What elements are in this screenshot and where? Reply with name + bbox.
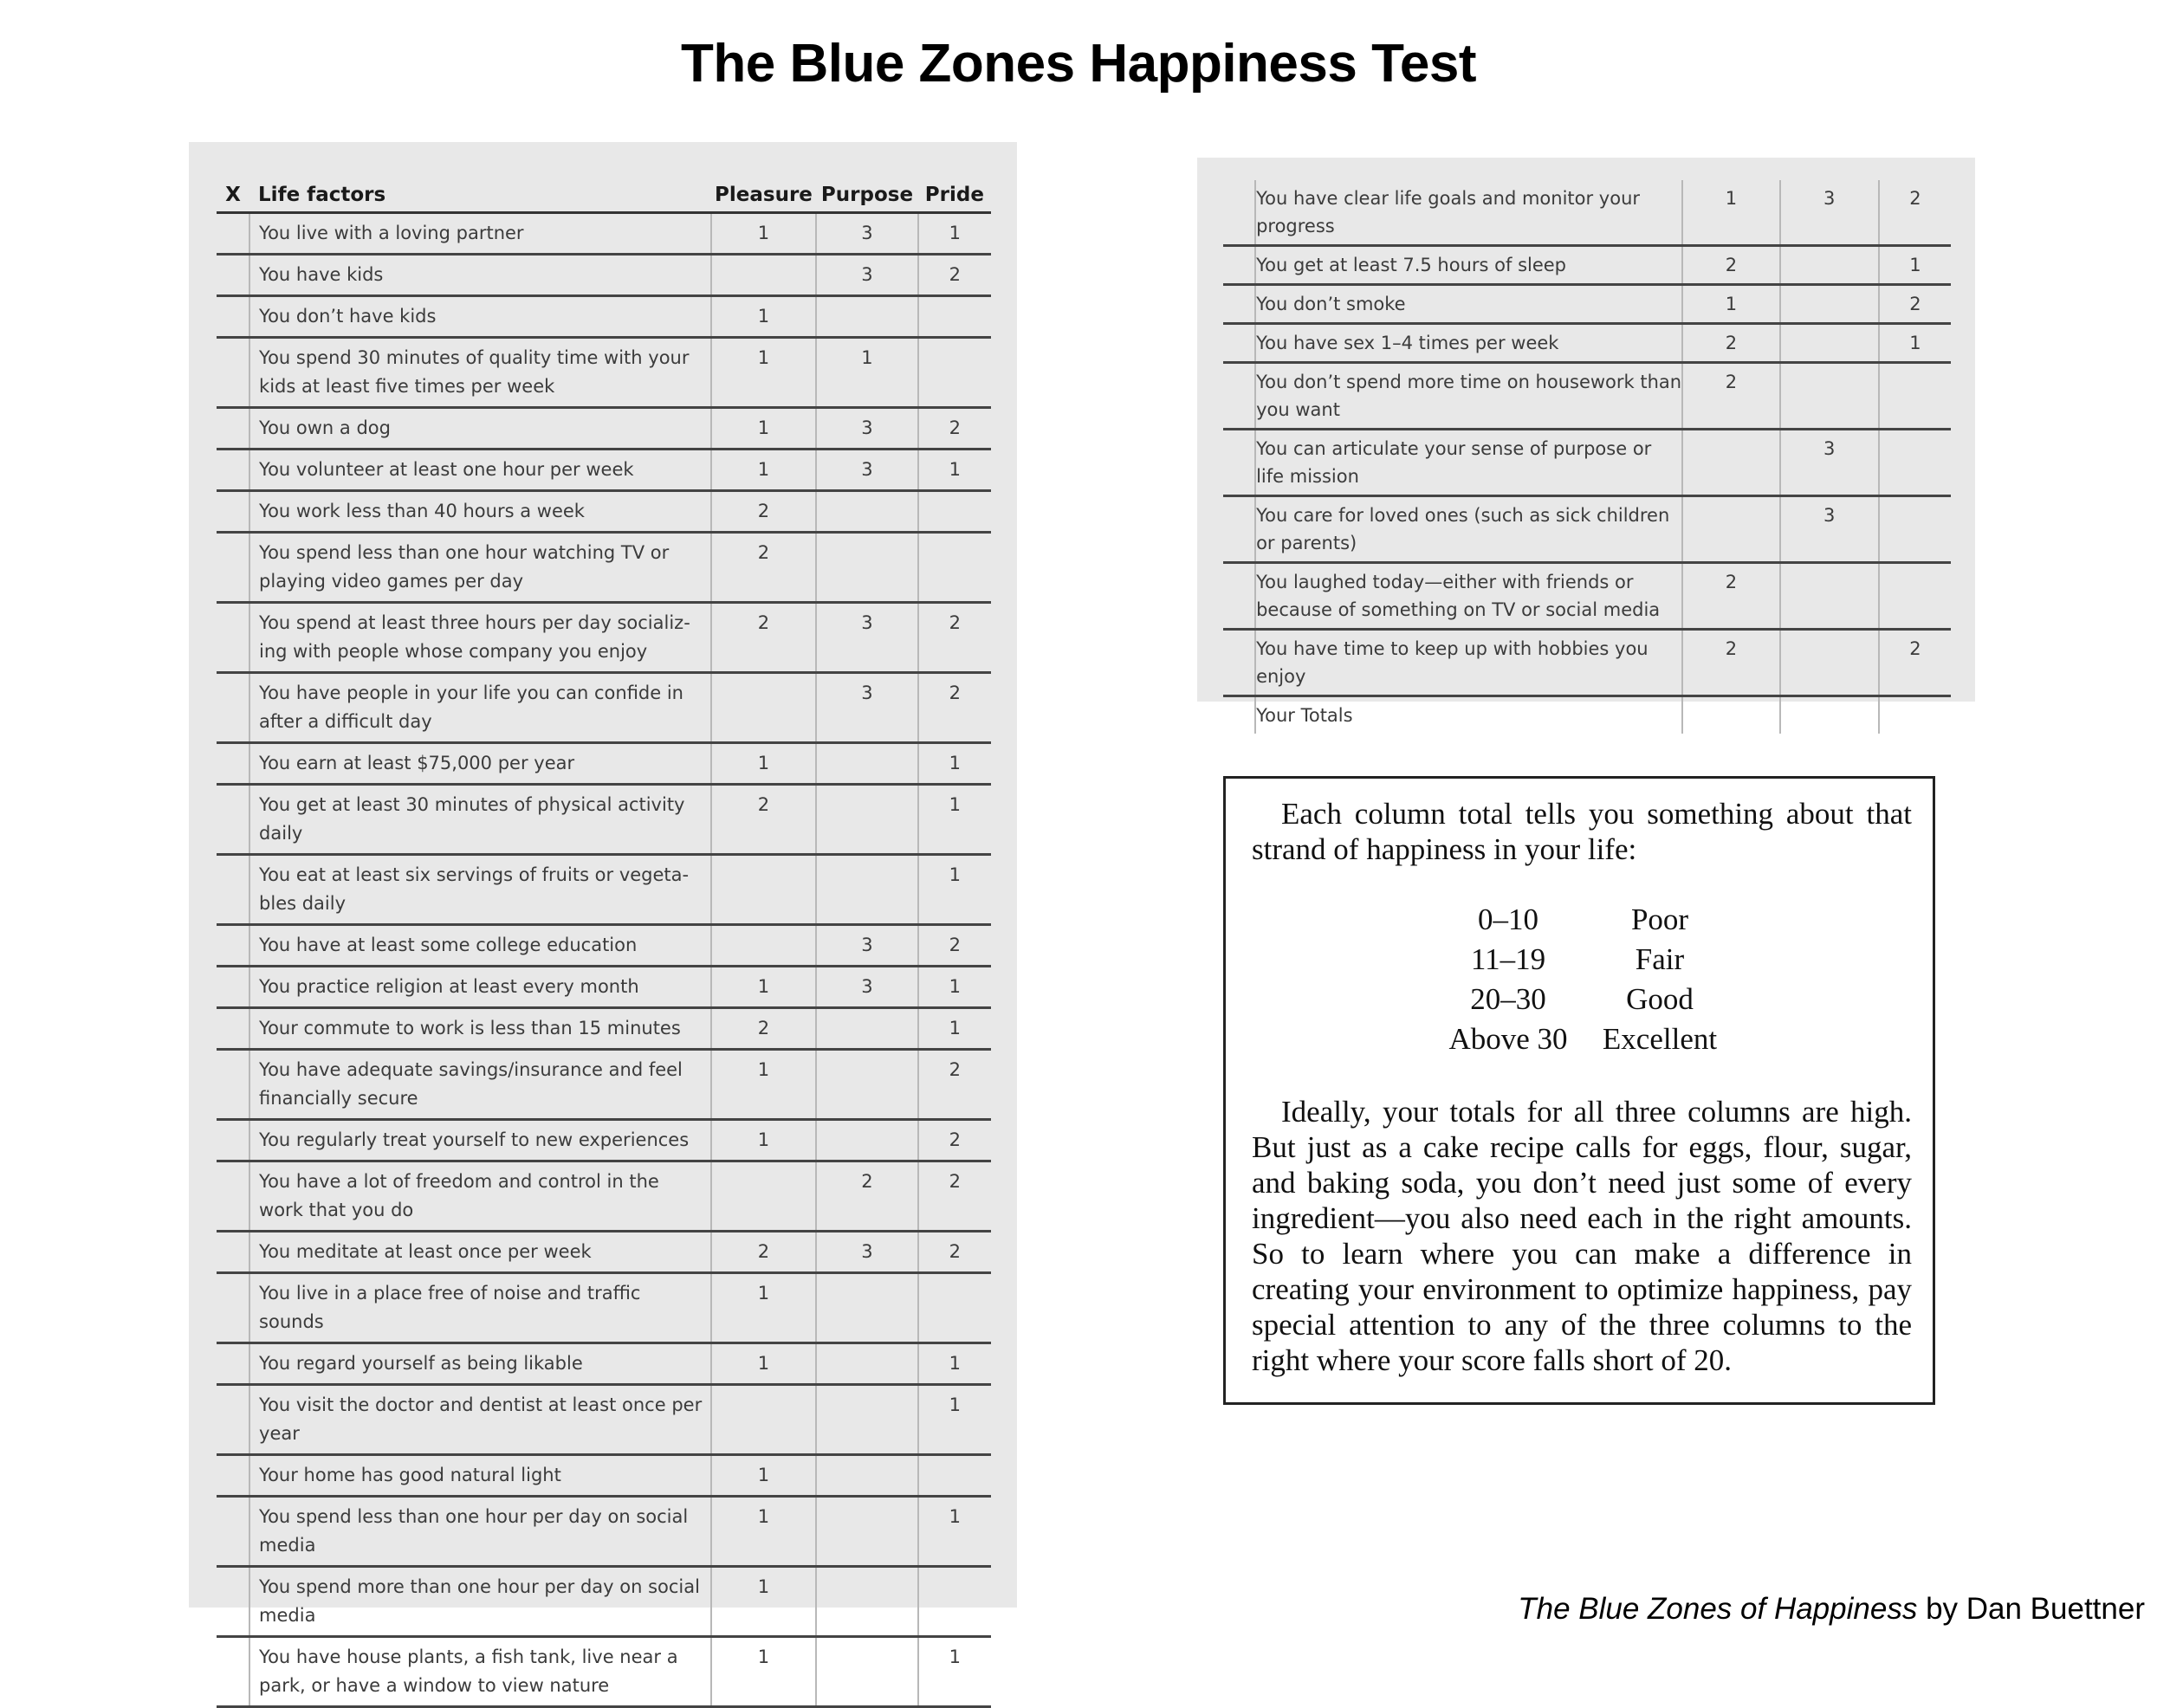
life-factor-label: You visit the doctor and dentist at least once per year xyxy=(249,1385,711,1455)
checkbox-cell[interactable] xyxy=(217,1497,249,1567)
life-factor-label: You have kids xyxy=(249,255,711,296)
table-row xyxy=(1223,563,1951,630)
purpose-score: 1 xyxy=(816,338,917,408)
checkbox-cell[interactable] xyxy=(217,338,249,408)
table-row xyxy=(217,1232,991,1273)
life-factor-label: You work less than 40 hours a week xyxy=(249,491,711,533)
pride-score: 2 xyxy=(949,1059,962,1080)
table-row xyxy=(217,925,991,967)
life-factor-label: You have a lot of freedom and control in the work that you do xyxy=(249,1161,711,1232)
table-row xyxy=(1223,696,1951,734)
purpose-score: 2 xyxy=(816,1161,917,1232)
life-factor-label: You don’t spend more time on housework than you want xyxy=(1255,363,1682,430)
score-rating: Excellent xyxy=(1602,1022,1718,1056)
purpose-score: 3 xyxy=(816,603,917,673)
pride-score: 2 xyxy=(949,612,962,633)
purpose-score: 3 xyxy=(816,408,917,450)
table-row xyxy=(217,491,991,533)
table-row xyxy=(1223,496,1951,563)
purpose-score: 3 xyxy=(816,450,917,491)
pride-score: 1 xyxy=(949,459,962,480)
pleasure-score xyxy=(711,855,817,925)
purpose-score xyxy=(816,491,917,533)
pleasure-score xyxy=(711,1161,817,1232)
life-factor-label: You earn at least $75,000 per year xyxy=(249,743,711,785)
score-rating: Fair xyxy=(1635,942,1685,976)
purpose-score xyxy=(816,1273,917,1343)
table-row xyxy=(1223,363,1951,430)
table-row xyxy=(217,1161,991,1232)
column-header-x: X xyxy=(225,184,241,206)
purpose-score: 3 xyxy=(1780,430,1879,496)
checkbox-cell[interactable] xyxy=(217,1008,249,1050)
table-row xyxy=(217,255,991,296)
checkbox-cell[interactable] xyxy=(217,1232,249,1273)
life-factors-panel-left xyxy=(189,142,1017,1696)
life-factor-label: Your home has good natural light xyxy=(249,1455,711,1497)
pride-score: 2 xyxy=(1879,180,1951,246)
score-range-row xyxy=(1430,980,1733,1019)
checkbox-cell[interactable] xyxy=(217,925,249,967)
life-factor-label: You regard yourself as being likable xyxy=(249,1343,711,1385)
pleasure-score: 1 xyxy=(711,1497,817,1567)
pleasure-score: 1 xyxy=(711,1273,817,1343)
pride-score: 2 xyxy=(949,417,962,438)
life-factor-label: You regularly treat yourself to new experiences xyxy=(249,1120,711,1161)
book-title: The Blue Zones of Happiness xyxy=(1518,1592,1918,1626)
purpose-score xyxy=(1780,363,1879,430)
life-factor-label: Your commute to work is less than 15 minutes xyxy=(249,1008,711,1050)
checkbox-cell[interactable] xyxy=(217,785,249,855)
life-factor-label: You practice religion at least every month xyxy=(249,967,711,1008)
pleasure-score: 1 xyxy=(711,1567,817,1637)
pleasure-score: 1 xyxy=(711,450,817,491)
checkbox-cell[interactable] xyxy=(217,1343,249,1385)
table-row xyxy=(217,1050,991,1120)
table-row xyxy=(1223,430,1951,496)
purpose-score xyxy=(816,1120,917,1161)
purpose-score xyxy=(1780,630,1879,696)
pride-score: 2 xyxy=(949,264,962,285)
life-factor-label: You live with a loving partner xyxy=(249,213,711,255)
life-factor-label: You eat at least six servings of fruits or vegeta-bles daily xyxy=(249,855,711,925)
score-range: 0–10 xyxy=(1478,903,1538,936)
purpose-score xyxy=(816,1637,917,1707)
purpose-score xyxy=(816,743,917,785)
purpose-score xyxy=(1780,285,1879,324)
table-header-row xyxy=(217,168,991,213)
life-factor-label: You care for loved ones (such as sick children or parents) xyxy=(1255,496,1682,563)
pleasure-score xyxy=(711,255,817,296)
pride-score xyxy=(918,491,991,533)
pleasure-score: 1 xyxy=(711,743,817,785)
pleasure-score xyxy=(1682,430,1779,496)
life-factor-label: You laughed today—either with friends or because of something on TV or social media xyxy=(1255,563,1682,630)
life-factor-label: You get at least 30 minutes of physical activity daily xyxy=(249,785,711,855)
pleasure-score xyxy=(711,673,817,743)
pleasure-score xyxy=(711,925,817,967)
life-factor-label: You own a dog xyxy=(249,408,711,450)
score-range-row xyxy=(1430,1019,1733,1059)
table-row xyxy=(217,1567,991,1637)
purpose-score: 3 xyxy=(1780,496,1879,563)
life-factor-label: You have time to keep up with hobbies you enjoy xyxy=(1255,630,1682,696)
checkbox-cell[interactable] xyxy=(217,1455,249,1497)
purpose-score xyxy=(1780,563,1879,630)
column-header-purpose: Purpose xyxy=(820,184,914,206)
pride-score: 1 xyxy=(949,794,962,815)
pleasure-score: 2 xyxy=(1682,363,1779,430)
table-row xyxy=(217,1637,991,1707)
pride-score: 2 xyxy=(949,683,962,703)
life-factor-label: You don’t smoke xyxy=(1255,285,1682,324)
purpose-score xyxy=(816,1567,917,1637)
pleasure-score: 1 xyxy=(1682,180,1779,246)
legend-intro: Each column total tells you something about that strand of happiness in your life: xyxy=(1252,797,1912,866)
checkbox-cell[interactable] xyxy=(1223,363,1255,430)
life-factor-label: You have house plants, a fish tank, live near a park, or have a window to view nature xyxy=(249,1637,711,1707)
pleasure-score: 2 xyxy=(1682,246,1779,285)
purpose-score xyxy=(816,296,917,338)
checkbox-cell[interactable] xyxy=(1223,496,1255,563)
checkbox-cell[interactable] xyxy=(1223,696,1255,734)
checkbox-cell[interactable] xyxy=(217,1050,249,1120)
checkbox-cell[interactable] xyxy=(217,1161,249,1232)
pride-score xyxy=(1879,496,1951,563)
life-factor-label: You can articulate your sense of purpose or life mission xyxy=(1255,430,1682,496)
table-row xyxy=(217,855,991,925)
column-header-life-factors: Life factors xyxy=(258,184,386,206)
checkbox-cell[interactable] xyxy=(217,855,249,925)
life-factor-label: You meditate at least once per week xyxy=(249,1232,711,1273)
pride-score: 1 xyxy=(1879,246,1951,285)
table-row xyxy=(217,338,991,408)
life-factor-label: You don’t have kids xyxy=(249,296,711,338)
checkbox-cell[interactable] xyxy=(217,213,249,255)
purpose-score xyxy=(1780,696,1879,734)
purpose-score: 3 xyxy=(816,673,917,743)
pride-score xyxy=(1879,563,1951,630)
page-title: The Blue Zones Happiness Test xyxy=(681,34,1476,94)
life-factor-label: You have people in your life you can confide in after a difficult day xyxy=(249,673,711,743)
pleasure-score: 2 xyxy=(711,785,817,855)
table-row xyxy=(1223,630,1951,696)
life-factor-label: You spend less than one hour per day on social media xyxy=(249,1497,711,1567)
checkbox-cell[interactable] xyxy=(1223,285,1255,324)
checkbox-cell[interactable] xyxy=(217,1120,249,1161)
table-row xyxy=(217,1008,991,1050)
life-factor-label: You have clear life goals and monitor your progress xyxy=(1255,180,1682,246)
life-factor-label: You have adequate savings/insurance and feel financially secure xyxy=(249,1050,711,1120)
score-range-row xyxy=(1430,940,1733,980)
checkbox-cell[interactable] xyxy=(217,967,249,1008)
pleasure-score: 2 xyxy=(1682,324,1779,363)
life-factors-panel-right xyxy=(1197,158,1975,726)
table-row xyxy=(1223,246,1951,285)
pride-score: 1 xyxy=(949,1506,962,1527)
score-range-row xyxy=(1430,900,1733,940)
pride-score xyxy=(918,1273,991,1343)
pride-score: 1 xyxy=(949,976,962,997)
pleasure-score: 2 xyxy=(711,1008,817,1050)
table-row xyxy=(217,450,991,491)
checkbox-cell[interactable] xyxy=(217,603,249,673)
checkbox-cell[interactable] xyxy=(217,491,249,533)
table-row xyxy=(217,1385,991,1455)
pleasure-score: 2 xyxy=(1682,563,1779,630)
purpose-score: 3 xyxy=(816,213,917,255)
life-factor-label: You have at least some college education xyxy=(249,925,711,967)
column-header-pleasure: Pleasure xyxy=(715,184,813,206)
purpose-score: 3 xyxy=(816,967,917,1008)
table-row xyxy=(217,785,991,855)
table-row xyxy=(217,1455,991,1497)
table-row xyxy=(217,1120,991,1161)
purpose-score xyxy=(816,533,917,603)
purpose-score: 3 xyxy=(816,925,917,967)
checkbox-cell[interactable] xyxy=(217,408,249,450)
table-row xyxy=(1223,180,1951,246)
table-row xyxy=(217,673,991,743)
pride-score xyxy=(918,1567,991,1637)
checkbox-cell[interactable] xyxy=(217,1567,249,1637)
pleasure-score: 1 xyxy=(711,1120,817,1161)
pride-score xyxy=(918,1455,991,1497)
pleasure-score: 1 xyxy=(711,213,817,255)
checkbox-cell[interactable] xyxy=(217,1637,249,1707)
checkbox-cell[interactable] xyxy=(1223,246,1255,285)
life-factor-label: You spend more than one hour per day on social media xyxy=(249,1567,711,1637)
checkbox-cell[interactable] xyxy=(1223,630,1255,696)
pleasure-score: 1 xyxy=(711,1343,817,1385)
score-range: Above 30 xyxy=(1448,1022,1568,1056)
checkbox-cell[interactable] xyxy=(1223,430,1255,496)
table-row xyxy=(217,603,991,673)
pride-score xyxy=(1879,696,1951,734)
checkbox-cell[interactable] xyxy=(1223,180,1255,246)
pride-score: 2 xyxy=(949,1129,962,1150)
checkbox-cell[interactable] xyxy=(217,255,249,296)
checkbox-cell[interactable] xyxy=(217,673,249,743)
pride-score: 1 xyxy=(949,1018,962,1038)
pride-score: 2 xyxy=(1879,630,1951,696)
pleasure-score: 1 xyxy=(711,296,817,338)
pride-score xyxy=(918,533,991,603)
table-row xyxy=(217,408,991,450)
score-range: 11–19 xyxy=(1470,942,1546,976)
purpose-score xyxy=(816,1008,917,1050)
pride-score: 1 xyxy=(949,223,962,243)
score-legend-box xyxy=(1223,776,1935,1405)
pride-score: 1 xyxy=(949,1353,962,1374)
pleasure-score: 2 xyxy=(1682,630,1779,696)
life-factor-label: You spend at least three hours per day socializ-ing with people whose company you enjoy xyxy=(249,603,711,673)
pleasure-score: 2 xyxy=(711,1232,817,1273)
life-factor-label: You have sex 1–4 times per week xyxy=(1255,324,1682,363)
life-factor-label: You spend 30 minutes of quality time with your kids at least five times per week xyxy=(249,338,711,408)
life-factor-label: Your Totals xyxy=(1255,696,1682,734)
table-row xyxy=(217,1343,991,1385)
life-factors-rows xyxy=(217,213,991,1707)
score-range: 20–30 xyxy=(1470,982,1546,1016)
table-row xyxy=(217,743,991,785)
pride-score: 2 xyxy=(949,1171,962,1192)
pleasure-score: 1 xyxy=(711,1455,817,1497)
checkbox-cell[interactable] xyxy=(217,533,249,603)
table-row xyxy=(217,1273,991,1343)
life-factors-rows-continued xyxy=(1223,180,1951,734)
purpose-score xyxy=(816,1497,917,1567)
table-row xyxy=(217,533,991,603)
pleasure-score: 1 xyxy=(711,1050,817,1120)
pleasure-score: 2 xyxy=(711,603,817,673)
life-factor-label: You volunteer at least one hour per week xyxy=(249,450,711,491)
checkbox-cell[interactable] xyxy=(217,450,249,491)
life-factor-label: You get at least 7.5 hours of sleep xyxy=(1255,246,1682,285)
checkbox-cell[interactable] xyxy=(217,1385,249,1455)
table-row xyxy=(217,296,991,338)
purpose-score xyxy=(816,785,917,855)
author: by Dan Buettner xyxy=(1926,1592,2145,1626)
score-ranges-table xyxy=(1430,900,1733,1059)
purpose-score xyxy=(816,1455,917,1497)
purpose-score xyxy=(1780,246,1879,285)
purpose-score xyxy=(816,855,917,925)
purpose-score xyxy=(816,1050,917,1120)
checkbox-cell[interactable] xyxy=(217,743,249,785)
purpose-score: 3 xyxy=(816,1232,917,1273)
pleasure-score: 2 xyxy=(711,491,817,533)
pleasure-score: 2 xyxy=(711,533,817,603)
pleasure-score xyxy=(1682,496,1779,563)
checkbox-cell[interactable] xyxy=(1223,563,1255,630)
pleasure-score: 1 xyxy=(1682,285,1779,324)
checkbox-cell[interactable] xyxy=(1223,324,1255,363)
pride-score: 1 xyxy=(1879,324,1951,363)
table-row xyxy=(217,1497,991,1567)
legend-body: Ideally, your totals for all three columns are high. But just as a cake recipe calls for eggs, flour, sugar, and baking soda, you don’t need just some of every ingredient—you also need each in the right amounts. So to learn where you can make a difference in creating your environment to optimize happiness, pay special attention to any of the three columns to the right where your score falls short of 20. xyxy=(1252,1095,1912,1377)
pleasure-score: 1 xyxy=(711,1637,817,1707)
life-factors-table-continued xyxy=(1223,180,1951,734)
pride-score: 1 xyxy=(949,864,962,885)
pleasure-score: 1 xyxy=(711,408,817,450)
pride-score xyxy=(918,296,991,338)
pleasure-score: 1 xyxy=(711,338,817,408)
pride-score: 2 xyxy=(949,935,962,955)
purpose-score: 3 xyxy=(816,255,917,296)
score-rating: Good xyxy=(1626,982,1694,1016)
table-row xyxy=(1223,285,1951,324)
pride-score: 1 xyxy=(949,1647,962,1667)
column-header-pride: Pride xyxy=(924,184,984,206)
score-rating: Poor xyxy=(1630,903,1689,936)
checkbox-cell[interactable] xyxy=(217,296,249,338)
pleasure-score: 1 xyxy=(711,967,817,1008)
checkbox-cell[interactable] xyxy=(217,1273,249,1343)
pride-score: 1 xyxy=(949,753,962,773)
table-row xyxy=(217,213,991,255)
table-row xyxy=(217,967,991,1008)
pride-score: 1 xyxy=(949,1394,962,1415)
source-credit xyxy=(1518,1592,2145,1627)
pride-score xyxy=(1879,430,1951,496)
life-factors-table xyxy=(217,168,991,1708)
pride-score xyxy=(1879,363,1951,430)
purpose-score xyxy=(816,1343,917,1385)
purpose-score: 3 xyxy=(1780,180,1879,246)
pride-score: 2 xyxy=(949,1241,962,1262)
pride-score: 2 xyxy=(1879,285,1951,324)
life-factor-label: You live in a place free of noise and traffic sounds xyxy=(249,1273,711,1343)
pleasure-score xyxy=(711,1385,817,1455)
pride-score xyxy=(918,338,991,408)
life-factor-label: You spend less than one hour watching TV or playing video games per day xyxy=(249,533,711,603)
pleasure-score xyxy=(1682,696,1779,734)
table-row xyxy=(1223,324,1951,363)
purpose-score xyxy=(1780,324,1879,363)
purpose-score xyxy=(816,1385,917,1455)
